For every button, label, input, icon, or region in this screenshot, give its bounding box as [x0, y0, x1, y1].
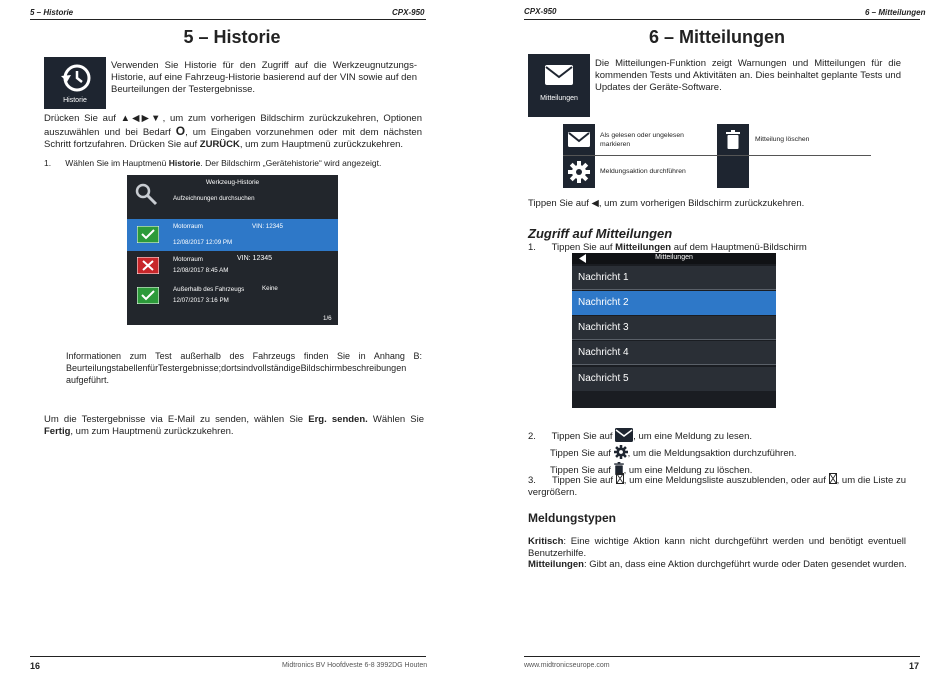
info-text: Informationen zum Test außerhalb des Fahrzeugs finden Sie in Anhang B: BeurteilungstabellenfürTestergebnisse;dortsindvollständigeBildschirmbeschreibungen aufgeführt.	[66, 351, 422, 385]
step-1: 1. Wählen Sie im Hauptmenü Historie. Der Bildschirm „Gerätehistorie“ wird angezeigt.	[44, 158, 382, 168]
legend-gear	[563, 156, 595, 188]
back-text: Tippen Sie auf ◀, um zum vorherigen Bildschirm zurückzukehren.	[528, 198, 805, 209]
header-section: 6 – Mitteilungen	[865, 8, 926, 17]
type-message: Mitteilungen: Gibt an, dass eine Aktion durchgeführt wurde oder Daten gesendet wurden.	[528, 559, 907, 570]
message-item[interactable]: Nachricht 4	[572, 341, 776, 365]
nav-instructions: Drücken Sie auf ▲◀▶▼, um zum vorherigen Bildschirm zurückzukehren, Optionen auszuwählen und bei Bedarf O, um Eingaben vorzunehmen oder mit dem nächsten Schritt fortzufahren. Drücken Sie auf ZURÜCK, um zum Hauptmenü zurückzukehren.	[44, 113, 422, 150]
legend-envelope	[563, 124, 595, 155]
history-icon	[59, 61, 93, 95]
page-indicator: 1/6	[323, 315, 332, 322]
page-title: 6 – Mitteilungen	[648, 27, 785, 47]
search-records[interactable]: Aufzeichnungen durchsuchen	[173, 195, 255, 202]
step-1: 1. Tippen Sie auf Mitteilungen auf dem Hauptmenü-Bildschirm	[528, 242, 807, 253]
trash-icon	[726, 130, 740, 149]
footer-rule	[524, 656, 920, 657]
page-title: 5 – Historie	[183, 27, 281, 47]
intro-text: Die Mitteilungen-Funktion zeigt Warnungen und Mitteilungen für die kommenden Tests und Aktivitäten an. Dies beinhaltet geplante Tests und Updates der Geräte-Software.	[595, 58, 901, 93]
type-critical: Kritisch: Eine wichtige Aktion kann nicht durchgeführt werden und benötigt eventuell Benutzerhilfe.	[528, 536, 906, 559]
record-row[interactable]: Außerhalb des Fahrzeugs Keine 12/07/2017 3:16 PM	[127, 283, 338, 313]
email-text: Um die Testergebnisse via E-Mail zu senden, wählen Sie Erg. senden. Wählen Sie Fertig, um zum Hauptmenü zurückzukehren.	[44, 414, 425, 437]
history-screen	[127, 175, 338, 325]
legend-delete: Mitteilung löschen	[755, 136, 810, 143]
page-number: 16	[30, 661, 41, 671]
gear-icon	[568, 161, 590, 183]
step-2-read: 2. Tippen Sie auf , um eine Meldung zu lesen.	[528, 428, 908, 443]
footer-url: www.midtronicseurope.com	[524, 662, 610, 669]
history-tile	[44, 57, 106, 109]
record-row[interactable]: Motorraum VIN: 12345 12/08/2017 12:09 PM	[127, 219, 338, 251]
access-heading: Zugriff auf Mitteilungen	[528, 226, 673, 241]
message-item[interactable]: Nachricht 3	[572, 316, 776, 340]
history-tile-label: Historie	[63, 97, 87, 104]
message-item[interactable]: Nachricht 5	[572, 367, 776, 391]
header-model: CPX-950	[392, 8, 425, 17]
screen-title-bar	[572, 253, 776, 264]
legend-empty-cell	[717, 156, 749, 188]
pass-icon	[137, 226, 159, 243]
record-row[interactable]: Motorraum VIN: 12345 12/08/2017 8:45 AM	[127, 253, 338, 283]
message-item[interactable]: Nachricht 2	[572, 291, 776, 315]
footer-rule	[30, 656, 426, 657]
header-rule	[30, 19, 426, 20]
legend-mark-read: Als gelesen oder ungelesen markieren	[600, 132, 684, 148]
pass-icon	[137, 287, 159, 304]
intro-text: Verwenden Sie Historie für den Zugriff auf die Werkzeugnutzungs-Historie, auf eine Fahrzeug-Historie basierend auf der VIN sowie auf den Beurteilungen der Testergebnisse.	[111, 60, 417, 95]
envelope-icon	[615, 428, 633, 442]
messages-tile-label: Mitteilungen	[540, 95, 578, 102]
header-section: 5 – Historie	[30, 8, 74, 17]
step-2-delete: Tippen Sie auf , um eine Meldung zu löschen.	[550, 462, 910, 477]
step-3: 3. Tippen Sie auf , um eine Meldungsliste auszublenden, oder auf , um die Liste zu vergrößern.	[528, 475, 906, 498]
footer-address: Midtronics BV Hoofdveste 6-8 3992DG Houten	[282, 662, 428, 669]
screen-title: Mitteilungen	[655, 254, 693, 261]
header-model: CPX-950	[524, 7, 557, 16]
expand-icon	[829, 473, 837, 484]
envelope-icon	[567, 131, 591, 148]
envelope-icon	[544, 64, 574, 86]
ok-glyph: O	[175, 124, 186, 138]
legend-trash	[717, 124, 749, 155]
messages-tile	[528, 54, 590, 117]
collapse-icon	[616, 473, 624, 484]
types-heading: Meldungstypen	[528, 511, 617, 525]
fail-icon	[137, 257, 159, 274]
messages-screen	[572, 253, 776, 408]
step-2-action: Tippen Sie auf , um die Meldungsaktion durchzuführen.	[550, 445, 910, 460]
legend-action: Meldungsaktion durchführen	[600, 168, 686, 175]
header-rule	[524, 19, 920, 20]
page-number: 17	[909, 661, 920, 671]
message-item[interactable]: Nachricht 1	[572, 266, 776, 290]
screen-title: Werkzeug-Historie	[205, 179, 260, 186]
gear-icon	[614, 445, 628, 459]
